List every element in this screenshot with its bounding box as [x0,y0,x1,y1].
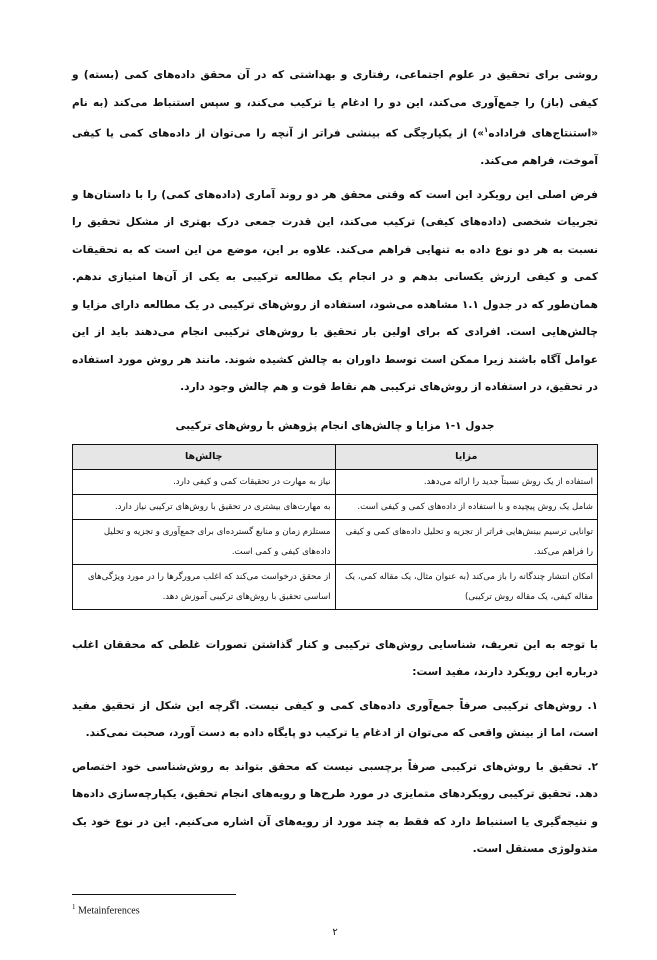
paragraph-intro-misconceptions: با توجه به این تعریف، شناسایی روش‌های ترکیبی و کنار گذاشتن تصورات غلطی که محققان اغلب درباره این رویکرد دارند، مفید است: [72,638,598,679]
paragraph-text: ») از یکپارچگی که بینشی فراتر از آنچه را می‌توان از داده‌های کمی یا کیفی آموخت، فراهم می‌کند. [72,127,598,168]
table-row [73,494,598,519]
challenge-cell: به مهارت‌های بیشتری در تحقیق با روش‌های ترکیبی نیاز دارد. [73,494,336,519]
header-challenges: چالش‌ها [73,444,336,469]
paragraph-definition [72,62,598,176]
advantages-challenges-table [72,444,598,610]
table-caption: جدول ۱-۱ مزایا و چالش‌های انجام پژوهش با روش‌های ترکیبی [175,419,495,432]
table-row [73,564,598,609]
header-advantages: مزایا [335,444,598,469]
paragraph-assumption: فرض اصلی این رویکرد این است که وقتی محقق هر دو روند آماری (داده‌های کمی) را با داستان‌ها و تجربیات شخصی (داده‌های کیفی) ترکیب می‌کند، این قدرت جمعی درک بهتری از مشکل تحقیق را نسبت به هر دو نوع داده به تنهایی فراهم می‌کند. علاوه بر این، موضع من این است که به تحقیقات کمی و کیفی ارزش یکسانی بدهم و در انجام یک مطالعه ترکیبی به یکی از آن‌ها امتیازی ندهم. همان‌طور که در جدول ۱.۱ مشاهده می‌شود، استفاده از روش‌های ترکیبی در یک مطالعه دارای مزایا و چالش‌هایی است. افرادی که برای اولین بار تحقیق با روش‌های ترکیبی انجام می‌دهند باید از این عوامل آگاه باشند زیرا ممکن است توسط داوران به چالش کشیده شوند. مانند هر روش مورد استفاده در تحقیق، در استفاده از روش‌های ترکیبی هم نقاط قوت و هم چالش وجود دارد. [72,188,599,394]
list-item-1: ۱. روش‌های ترکیبی صرفاً جمع‌آوری داده‌های کمی و کیفی نیست. اگرچه این شکل از تحقیق مفید است، اما از بینش واقعی که می‌توان از ادغام یا ترکیب دو پایگاه داده به دست آورد، صحبت نمی‌کند. [72,699,598,740]
challenge-cell: نیاز به مهارت در تحقیقات کمی و کیفی دارد. [73,469,336,494]
advantage-cell: توانایی ترسیم بینش‌هایی فراتر از تجزیه و تحلیل داده‌های کمی و کیفی را فراهم می‌کند. [335,519,598,564]
advantage-cell: شامل یک روش پیچیده و با استفاده از داده‌های کمی و کیفی است. [335,494,598,519]
advantage-cell: امکان انتشار چندگانه را باز می‌کند (به عنوان مثال، یک مقاله کمی، یک مقاله کیفی، یک مقاله روش ترکیبی) [335,564,598,609]
page-number: ۲ [332,926,338,938]
table-row [73,519,598,564]
paragraph-text: روشی برای تحقیق در علوم اجتماعی، رفتاری و بهداشتی که در آن محقق داده‌های کمی (بسته) و کیفی (باز) را جمع‌آوری می‌کند، این دو را ادغام یا ترکیب می‌کند، و سپس استنباط می‌کند (به نام «استنتاج‌های فراداده [72,69,598,140]
footnote [72,900,598,918]
challenge-cell: مستلزم زمان و منابع گسترده‌ای برای جمع‌آوری و تجزیه و تحلیل داده‌های کیفی و کمی است. [73,519,336,564]
challenge-cell: از محقق درخواست می‌کند که اغلب مرورگرها را در مورد ویژگی‌های اساسی تحقیق با روش‌های ترکیبی آموزش دهد. [73,564,336,609]
footnote-number: 1 [72,902,76,911]
table-header-row [73,444,598,469]
advantage-cell: استفاده از یک روش نسبتاً جدید را ارائه می‌دهد. [335,469,598,494]
footnote-reference[interactable]: ۱ [484,126,489,134]
table-row [73,469,598,494]
footnote-text: Metainferences [78,904,140,916]
list-item-2: ۲. تحقیق با روش‌های ترکیبی صرفاً برچسبی نیست که محقق بتواند به روش‌شناسی خود اختصاص دهد. تحقیق ترکیبی رویکردهای متمایزی در مورد طرح‌ها و رویه‌های انجام تحقیق، یکپارچه‌سازی داده‌ها و نتیجه‌گیری یا استنباط دارد که فقط به چند مورد از رویه‌های آن اشاره می‌کنیم. این در نوع خود یک متدولوژی مستقل است. [72,760,598,856]
footnote-separator [72,894,236,895]
